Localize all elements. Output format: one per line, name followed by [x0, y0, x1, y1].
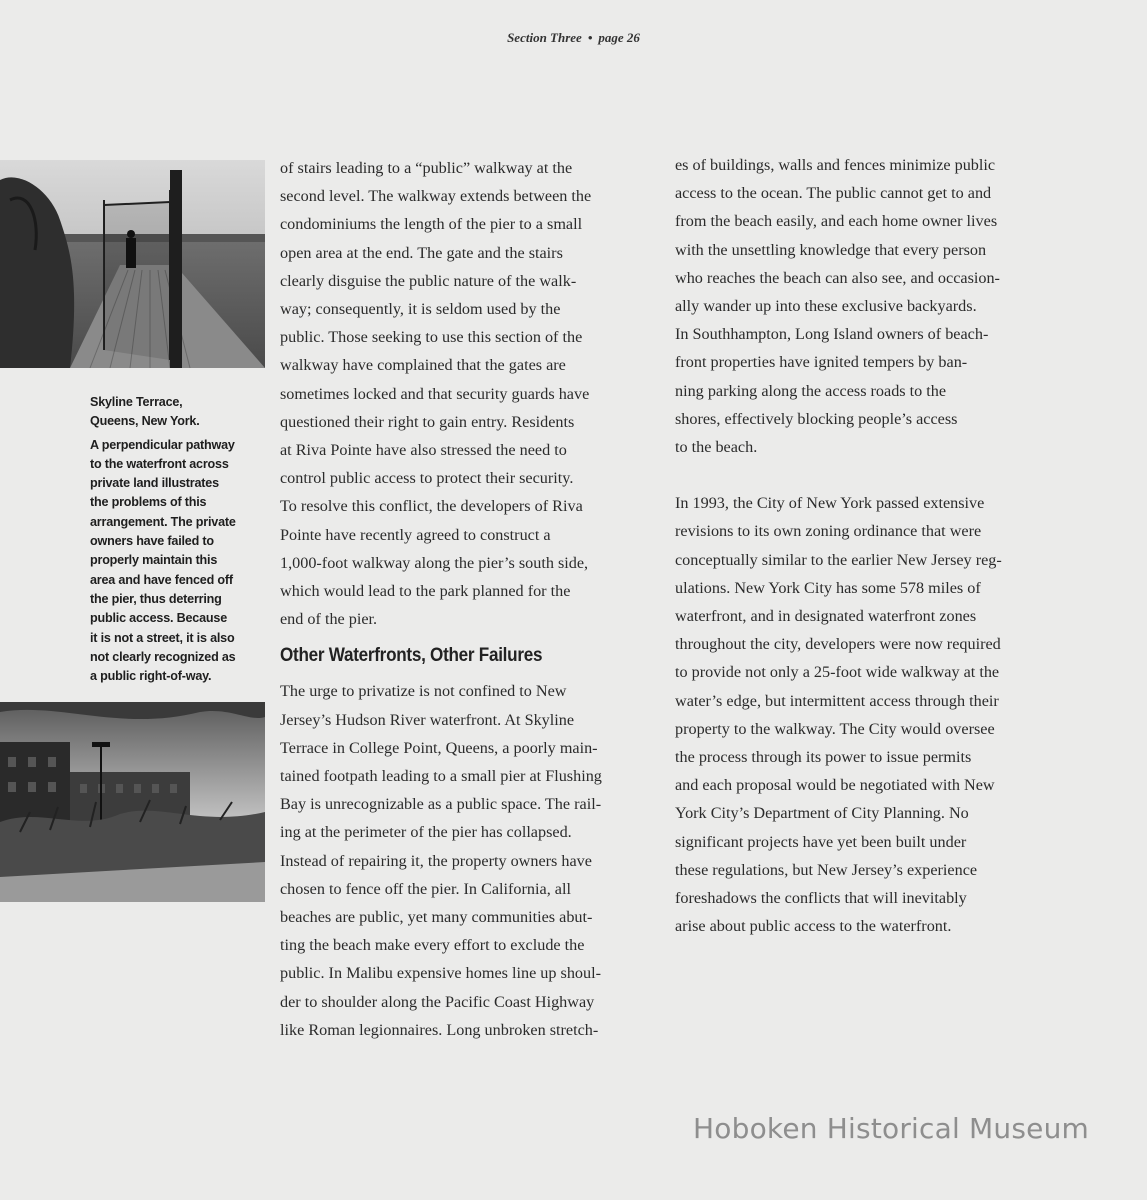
text-line: ning parking along the access roads to the — [675, 381, 947, 400]
text-line: to provide not only a 25-foot wide walkway at the — [675, 663, 1000, 682]
caption-line: properly maintain this — [90, 553, 218, 568]
caption-body — [90, 436, 262, 687]
text-line: control public access to protect their security. — [280, 469, 574, 488]
text-line: these regulations, but New Jersey’s experience — [675, 860, 978, 879]
text-line: der to shoulder along the Pacific Coast Highway — [280, 992, 595, 1011]
museum-watermark: Hoboken Historical Museum — [693, 1112, 1089, 1145]
text-line: access to the ocean. The public cannot get to and — [675, 184, 992, 203]
text-line: public. In Malibu expensive homes line up shoul- — [280, 964, 601, 983]
caption-title-line: Skyline Terrace, — [90, 395, 183, 409]
text-line: The urge to privatize is not confined to New — [280, 682, 567, 701]
text-line: significant projects have yet been built under — [675, 832, 967, 851]
text-line: ulations. New York City has some 578 miles of — [675, 578, 981, 597]
text-line: 1,000-foot walkway along the pier’s south side, — [280, 553, 589, 572]
text-line: Terrace in College Point, Queens, a poorly main- — [280, 738, 598, 757]
paragraph-privatize — [280, 677, 646, 1044]
text-line: clearly disguise the public nature of the walk- — [280, 271, 577, 290]
text-line: ing at the perimeter of the pier has collapsed. — [280, 823, 572, 842]
text-line: In 1993, the City of New York passed extensive — [675, 494, 985, 513]
subheading: Other Waterfronts, Other Failures — [280, 645, 543, 667]
running-head — [0, 30, 1147, 46]
caption-line: not clearly recognized as — [90, 649, 236, 664]
caption-line: the problems of this — [90, 495, 207, 510]
paragraph-beaches — [675, 151, 1045, 461]
text-line: ting the beach make every effort to exclude the — [280, 936, 585, 955]
text-line: Instead of repairing it, the property owners have — [280, 851, 592, 870]
caption-title — [90, 393, 262, 432]
text-line: To resolve this conflict, the developers of Riva — [280, 497, 583, 516]
text-line: questioned their right to gain entry. Residents — [280, 412, 575, 431]
text-line: from the beach easily, and each home owner lives — [675, 212, 998, 231]
text-line: beaches are public, yet many communities abut- — [280, 908, 593, 927]
waterfront-buildings-photo — [0, 702, 265, 902]
text-line: to the beach. — [675, 438, 758, 457]
photo-caption — [90, 393, 262, 686]
text-line: ally wander up into these exclusive backyards. — [675, 297, 977, 316]
text-line: walkway have complained that the gates are — [280, 356, 566, 375]
header-separator: • — [587, 30, 593, 45]
text-line: chosen to fence off the pier. In California, all — [280, 879, 571, 898]
text-line: second level. The walkway extends between the — [280, 187, 592, 206]
paragraph-gap — [675, 461, 1045, 489]
text-line: like Roman legionnaires. Long unbroken stretch- — [280, 1020, 599, 1039]
text-line: who reaches the beach can also see, and occasion- — [675, 268, 1000, 287]
caption-line: it is not a street, it is also — [90, 630, 235, 645]
text-line: of stairs leading to a “public” walkway at the — [280, 159, 573, 177]
caption-line: private land illustrates — [90, 476, 219, 491]
text-line: es of buildings, walls and fences minimize public — [675, 156, 996, 174]
text-line: which would lead to the park planned for the — [280, 582, 571, 601]
caption-title-line: Queens, New York. — [90, 414, 200, 429]
text-line: foreshadows the conflicts that will inevitably — [675, 889, 967, 908]
text-line: arise about public access to the waterfront. — [675, 917, 952, 936]
text-line: shores, effectively blocking people’s access — [675, 409, 958, 428]
text-line: and each proposal would be negotiated with New — [675, 776, 995, 795]
caption-line: owners have failed to — [90, 534, 214, 549]
text-line: Pointe have recently agreed to construct a — [280, 525, 551, 544]
text-line: open area at the end. The gate and the stairs — [280, 243, 563, 262]
text-line: public. Those seeking to use this section of the — [280, 328, 583, 347]
text-line: Jersey’s Hudson River waterfront. At Skyline — [280, 710, 575, 729]
text-line: throughout the city, developers were now required — [675, 635, 1001, 654]
caption-line: to the waterfront across — [90, 456, 229, 471]
column-middle — [280, 154, 646, 1044]
section-label: Section Three — [507, 30, 582, 45]
paragraph-stairs — [280, 154, 646, 633]
text-line: waterfront, and in designated waterfront zones — [675, 607, 977, 626]
text-line: Bay is unrecognizable as a public space. The rail- — [280, 795, 602, 814]
caption-line: area and have fenced off — [90, 572, 233, 587]
text-line: property to the walkway. The City would oversee — [675, 719, 995, 738]
page-number: page 26 — [598, 30, 640, 45]
text-line: condominiums the length of the pier to a small — [280, 215, 583, 234]
text-line: conceptually similar to the earlier New Jersey reg- — [675, 550, 1002, 569]
text-line: sometimes locked and that security guards have — [280, 384, 590, 403]
text-line: revisions to its own zoning ordinance that were — [675, 522, 982, 541]
pier-photo — [0, 160, 265, 368]
text-line: front properties have ignited tempers by ban- — [675, 353, 968, 372]
caption-line: a public right-of-way. — [90, 669, 212, 684]
text-line: way; consequently, it is seldom used by the — [280, 300, 561, 319]
paragraph-zoning — [675, 489, 1045, 940]
text-line: water’s edge, but intermittent access through their — [675, 691, 999, 710]
text-line: York City’s Department of City Planning. No — [675, 804, 969, 823]
text-line: In Southhampton, Long Island owners of beach- — [675, 325, 989, 344]
caption-line: A perpendicular pathway — [90, 437, 235, 452]
caption-line: arrangement. The private — [90, 514, 236, 529]
text-line: the process through its power to issue permits — [675, 748, 972, 767]
caption-line: public access. Because — [90, 611, 228, 626]
text-line: tained footpath leading to a small pier at Flushing — [280, 767, 602, 786]
column-right — [675, 151, 1045, 940]
text-line: at Riva Pointe have also stressed the need to — [280, 441, 567, 460]
text-line: with the unsettling knowledge that every person — [675, 240, 987, 259]
caption-line: the pier, thus deterring — [90, 591, 222, 606]
text-line: end of the pier. — [280, 610, 378, 629]
